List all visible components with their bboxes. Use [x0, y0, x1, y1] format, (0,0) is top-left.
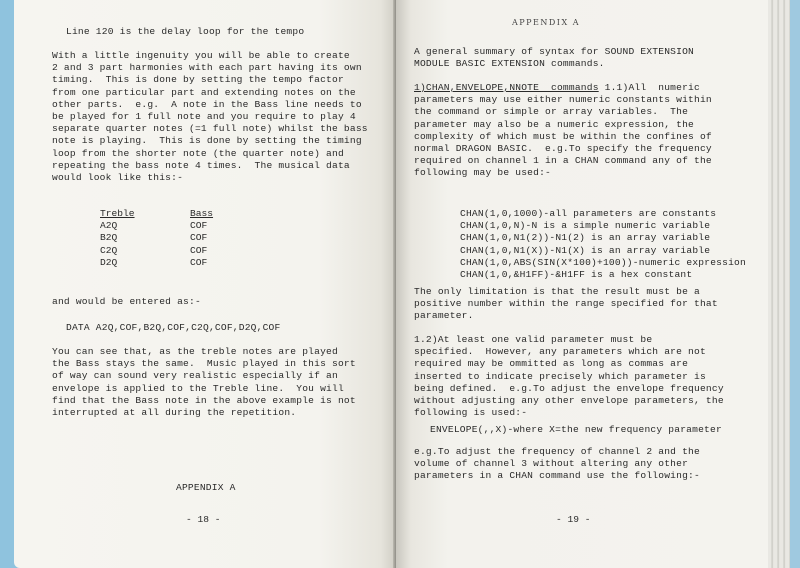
- harmony-paragraph: [52, 50, 368, 184]
- code-example-line: CHAN(1,0,N)-N is a simple numeric variable: [460, 220, 711, 232]
- limitation-line: parameter.: [414, 310, 474, 322]
- harmony-paragraph-line: loop from the shorter note (the quarter note) and: [52, 147, 344, 159]
- section-1-2-line: inserted to indicate precisely which parameter is: [414, 370, 706, 382]
- cover-edge: [790, 0, 800, 568]
- code-example-line: CHAN(1,0,ABS(SIN(X*100)+100))-numeric expression: [460, 256, 746, 268]
- final-paragraph: [414, 446, 700, 483]
- summary-paragraph: [414, 46, 694, 70]
- appendix-footer-heading: APPENDIX A: [176, 482, 236, 493]
- treble-bass-paragraph-line: You can see that, as the treble notes are played: [52, 346, 338, 357]
- treble-bass-paragraph-line: the Bass stays the same. Music played in this sort: [52, 358, 356, 370]
- page-number-right: - 19 -: [556, 514, 591, 525]
- bass-note: COF: [190, 244, 208, 256]
- treble-note: A2Q: [100, 220, 118, 232]
- handwritten-appendix-heading: APPENDIX A: [512, 18, 580, 27]
- section-1-line: the command or simple or array variables. The: [414, 106, 689, 118]
- section-1-2-line: without adjusting any other envelope parameters, the: [414, 395, 724, 407]
- harmony-paragraph-line: 2 and 3 part harmonies with each part having its own: [52, 62, 362, 74]
- treble-bass-paragraph-line: envelope is applied to the Treble line. You will: [52, 382, 344, 394]
- limitation-paragraph: [414, 286, 718, 323]
- harmony-paragraph-line: from one particular part and extending notes on the: [52, 86, 356, 98]
- treble-note: B2Q: [100, 232, 118, 244]
- final-paragraph-line: volume of channel 3 without altering any other: [414, 458, 689, 470]
- treble-bass-paragraph: [52, 346, 356, 419]
- treble-bass-paragraph-line: of way can sound very realistic especially if an: [52, 370, 338, 382]
- harmony-paragraph-line: With a little ingenuity you will be able to create: [52, 50, 350, 61]
- section-1-heading: 1)CHAN,ENVELOPE,NNOTE commands: [414, 82, 599, 93]
- section-1-2-line: required may be ommitted as long as commas are: [414, 358, 689, 370]
- final-paragraph-line: parameters in a CHAN command use the following:-: [414, 470, 700, 482]
- summary-line: MODULE BASIC EXTENSION commands.: [414, 58, 605, 70]
- section-1-line: complexity of which must be within the confines of: [414, 130, 712, 142]
- section-1-2-line: 1.2)At least one valid parameter must be: [414, 334, 653, 345]
- code-example-line: CHAN(1,0,N1(2))-N1(2) is an array variable: [460, 232, 711, 244]
- harmony-paragraph-line: would look like this:-: [52, 172, 184, 184]
- harmony-paragraph-line: separate quarter notes (=1 full note) whilst the bass: [52, 123, 368, 135]
- bass-note: COF: [190, 256, 208, 268]
- section-1-paragraph: [414, 82, 712, 180]
- treble-note: D2Q: [100, 256, 118, 268]
- summary-line: A general summary of syntax for SOUND EXTENSION: [414, 46, 694, 57]
- bass-note: COF: [190, 232, 208, 244]
- intro-line: Line 120 is the delay loop for the tempo: [66, 26, 305, 37]
- harmony-paragraph-line: be played for 1 full note and you require to play 4: [52, 111, 356, 123]
- section-1-first-line: 1)CHAN,ENVELOPE,NNOTE commands 1.1)All numeric: [414, 82, 700, 93]
- code-example-line: CHAN(1,0,1000)-all parameters are constants: [460, 208, 717, 219]
- section-1-line: required on channel 1 in a CHAN command any of the: [414, 155, 712, 167]
- section-1-2-line: specified. However, any parameters which are not: [414, 346, 706, 358]
- right-page: [396, 0, 768, 568]
- page-number-left: - 18 -: [186, 514, 221, 525]
- limitation-line: positive number within the range specified for that: [414, 298, 718, 310]
- harmony-paragraph-line: note is playing. This is done by setting the timing: [52, 135, 362, 147]
- treble-header: Treble: [100, 208, 135, 219]
- section-1-line: parameters may use either numeric constants within: [414, 94, 712, 106]
- bass-header: Bass: [190, 208, 214, 219]
- left-page: [14, 0, 396, 568]
- section-1-2-line: following is used:-: [414, 407, 528, 419]
- entered-as-line: and would be entered as:-: [52, 296, 201, 307]
- code-example-line: CHAN(1,0,N1(X))-N1(X) is an array variable: [460, 244, 711, 256]
- envelope-example: ENVELOPE(,,X)-where X=the new frequency parameter: [430, 424, 722, 435]
- harmony-paragraph-line: repeating the bass note 4 times. The musical data: [52, 159, 350, 171]
- final-paragraph-line: e.g.To adjust the frequency of channel 2 and the: [414, 446, 700, 457]
- limitation-line: The only limitation is that the result must be a: [414, 286, 700, 297]
- code-example-line: CHAN(1,0,&H1FF)-&H1FF is a hex constant: [460, 269, 693, 281]
- harmony-paragraph-line: other parts. e.g. A note in the Bass line needs to: [52, 98, 362, 110]
- harmony-paragraph-line: timing. This is done by setting the tempo factor: [52, 74, 344, 86]
- section-1-line: normal DRAGON BASIC. e.g.To specify the frequency: [414, 143, 712, 155]
- section-1-line: following may be used:-: [414, 167, 552, 179]
- section-1-2-paragraph: [414, 334, 724, 419]
- treble-bass-paragraph-line: find that the Bass note in the above example is not: [52, 394, 356, 406]
- treble-note: C2Q: [100, 244, 118, 256]
- bass-note: COF: [190, 220, 208, 232]
- data-statement: DATA A2Q,COF,B2Q,COF,C2Q,COF,D2Q,COF: [66, 322, 281, 333]
- section-1-2-line: being defined. e.g.To adjust the envelope frequency: [414, 382, 724, 394]
- treble-bass-paragraph-line: interrupted at all during the repetition.: [52, 407, 297, 419]
- section-1-line: parameter may also be a numeric expression, the: [414, 118, 694, 130]
- code-examples: [460, 208, 746, 281]
